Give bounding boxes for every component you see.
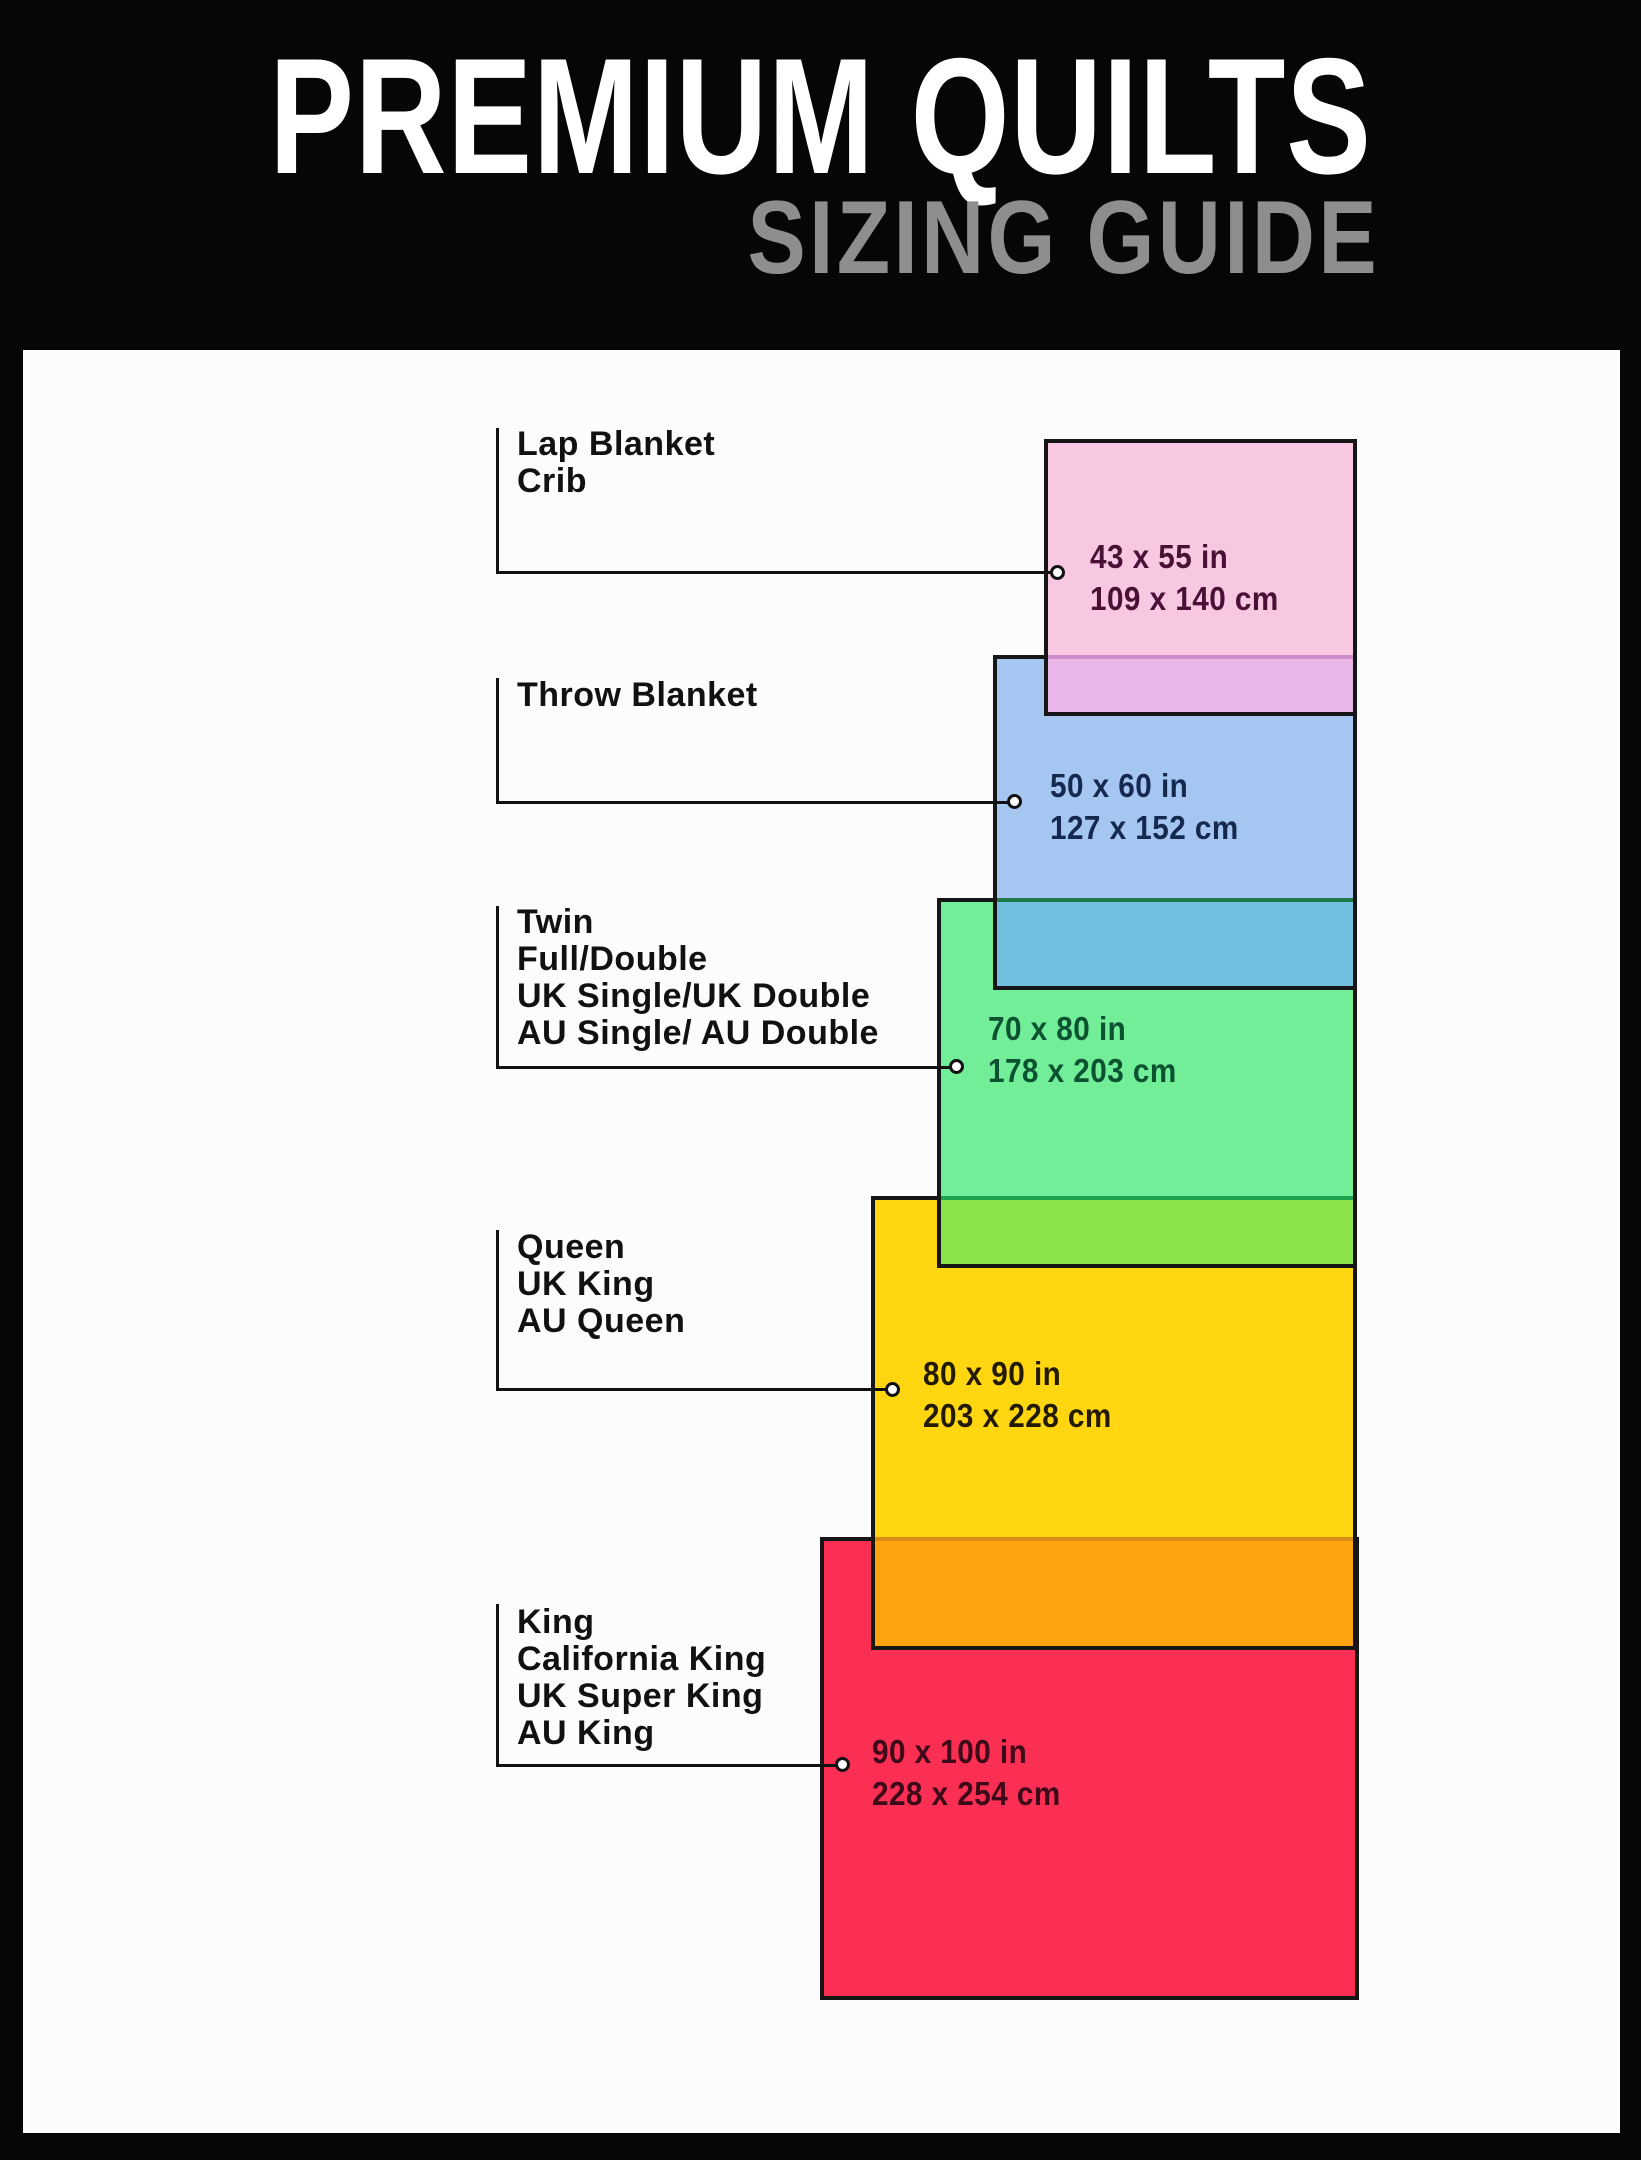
- twin-label-block: [517, 904, 879, 1052]
- king-marker-icon: [835, 1757, 850, 1772]
- throw-leader-line: [496, 678, 499, 804]
- queen-dimensions: [923, 1353, 1112, 1437]
- dimension-inches: 90 x 100 in: [872, 1733, 1028, 1770]
- lap-dimensions: [1090, 536, 1279, 620]
- label-line: Twin: [517, 903, 594, 941]
- twin-marker-icon: [949, 1059, 964, 1074]
- dimension-cm: 127 x 152 cm: [1050, 809, 1239, 846]
- king-dimensions: [872, 1731, 1061, 1815]
- dimension-cm: 178 x 203 cm: [988, 1052, 1177, 1089]
- twin-leader-line: [496, 906, 499, 1068]
- label-line: Throw Blanket: [517, 676, 758, 714]
- twin-dimensions: [988, 1008, 1177, 1092]
- label-line: Full/Double: [517, 940, 708, 978]
- lap-throw-overlap: [1048, 655, 1353, 712]
- label-line: Crib: [517, 462, 587, 500]
- lap-leader-line: [496, 428, 499, 574]
- label-line: Queen: [517, 1228, 626, 1266]
- lap-marker-icon: [1050, 565, 1065, 580]
- label-line: UK Single/UK Double: [517, 977, 871, 1015]
- label-line: King: [517, 1603, 595, 1641]
- twin-queen-overlap: [941, 1196, 1353, 1264]
- throw-marker-icon: [1007, 794, 1022, 809]
- queen-label-block: [517, 1229, 685, 1340]
- dimension-cm: 228 x 254 cm: [872, 1775, 1061, 1812]
- throw-label-block: [517, 677, 758, 714]
- king-label-block: [517, 1604, 766, 1752]
- twin-leader-line: [496, 1066, 957, 1069]
- label-line: AU Single/ AU Double: [517, 1014, 879, 1052]
- throw-dimensions: [1050, 765, 1239, 849]
- queen-leader-line: [496, 1230, 499, 1390]
- queen-marker-icon: [885, 1382, 900, 1397]
- dimension-inches: 43 x 55 in: [1090, 538, 1229, 575]
- throw-leader-line: [496, 801, 1015, 804]
- king-leader-line: [496, 1604, 499, 1766]
- label-line: UK King: [517, 1265, 655, 1303]
- label-line: Lap Blanket: [517, 425, 716, 463]
- lap-label-block: [517, 426, 715, 500]
- queen-leader-line: [496, 1388, 893, 1391]
- dimension-inches: 80 x 90 in: [923, 1355, 1062, 1392]
- label-line: AU Queen: [517, 1302, 686, 1340]
- label-line: AU King: [517, 1714, 655, 1752]
- queen-king-overlap: [875, 1537, 1353, 1646]
- dimension-cm: 203 x 228 cm: [923, 1397, 1112, 1434]
- label-line: UK Super King: [517, 1677, 764, 1715]
- page-title: PREMIUM QUILTS: [269, 24, 1372, 208]
- dimension-cm: 109 x 140 cm: [1090, 580, 1279, 617]
- king-leader-line: [496, 1764, 843, 1767]
- page-subtitle: SIZING GUIDE: [747, 180, 1380, 296]
- dimension-inches: 70 x 80 in: [988, 1010, 1127, 1047]
- dimension-inches: 50 x 60 in: [1050, 767, 1189, 804]
- label-line: California King: [517, 1640, 767, 1678]
- throw-twin-overlap: [997, 898, 1353, 986]
- lap-leader-line: [496, 571, 1058, 574]
